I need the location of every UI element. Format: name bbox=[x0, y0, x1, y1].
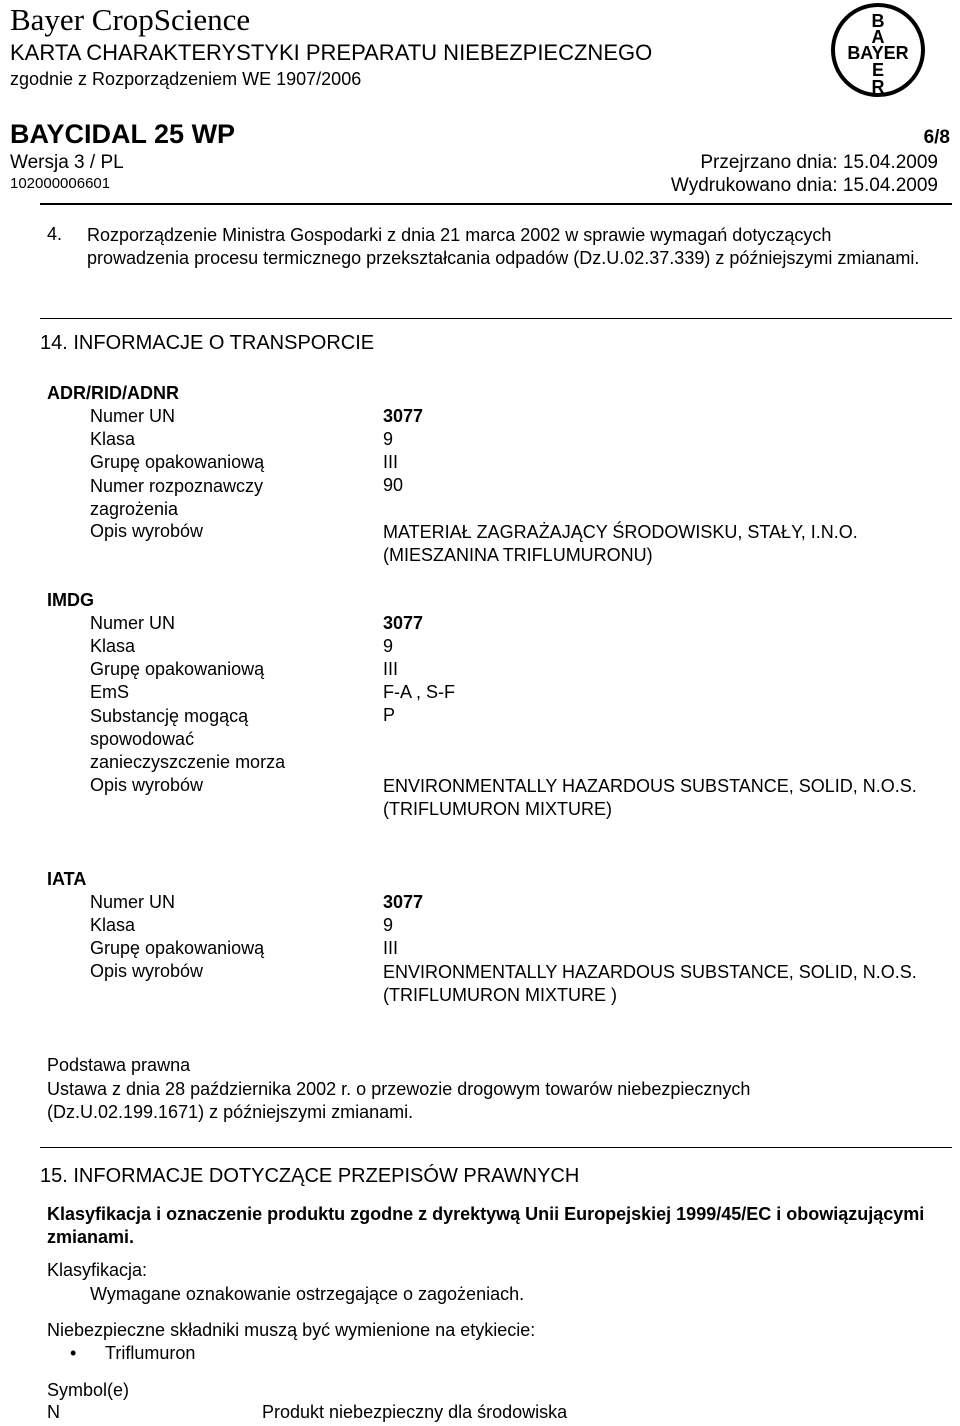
header-divider bbox=[40, 203, 952, 205]
printed-date: Wydrukowano dnia: 15.04.2009 bbox=[670, 175, 938, 196]
iata-class-label: Klasa bbox=[90, 915, 136, 935]
iata-packing-label: Grupę opakowaniową bbox=[90, 938, 265, 958]
list-number: 4. bbox=[47, 224, 63, 244]
iata-un-value: 3077 bbox=[383, 892, 424, 912]
section-15-title: 15. INFORMACJE DOTYCZĄCE PRZEPISÓW PRAWNYCH bbox=[40, 1165, 580, 1187]
version-label: Wersja 3 / PL bbox=[10, 152, 124, 173]
adr-un-value: 3077 bbox=[383, 406, 424, 426]
adr-description-label: Opis wyrobów bbox=[90, 521, 204, 541]
section-divider bbox=[40, 1147, 952, 1148]
logo-letter-b: B bbox=[871, 11, 885, 31]
imdg-packing-value: III bbox=[383, 659, 399, 679]
imdg-marine-pollutant-value: P bbox=[383, 705, 396, 725]
legal-basis-text: Ustawa z dnia 28 października 2002 r. o przewozie drogowym towarów niebezpiecznych (Dz.U.02.199.1671) z późniejszymi zmianami. bbox=[47, 1079, 751, 1122]
imdg-ems-value: F-A , S-F bbox=[383, 682, 455, 702]
company-name: Bayer CropScience bbox=[10, 2, 251, 37]
hazardous-components-label: Niebezpieczne składniki muszą być wymienione na etykiecie: bbox=[47, 1320, 536, 1340]
iata-description-value: ENVIRONMENTALLY HAZARDOUS SUBSTANCE, SOLID, N.O.S. (TRIFLUMURON MIXTURE ) bbox=[383, 962, 917, 1005]
imdg-description-value: ENVIRONMENTALLY HAZARDOUS SUBSTANCE, SOLID, N.O.S. (TRIFLUMURON MIXTURE) bbox=[383, 776, 917, 819]
iata-description-label: Opis wyrobów bbox=[90, 961, 204, 981]
imdg-packing-label: Grupę opakowaniową bbox=[90, 659, 265, 679]
logo-letter-e: E bbox=[871, 60, 885, 80]
adr-description-value: MATERIAŁ ZAGRAŻAJĄCY ŚRODOWISKU, STAŁY, I.N.O. (MIESZANINA TRIFLUMURONU) bbox=[383, 522, 858, 565]
bullet-icon: • bbox=[70, 1343, 77, 1363]
symbol-description: Produkt niebezpieczny dla środowiska bbox=[262, 1402, 568, 1422]
section-divider bbox=[40, 318, 952, 319]
adr-packing-label: Grupę opakowaniową bbox=[90, 452, 265, 472]
imdg-ems-label: EmS bbox=[90, 682, 130, 702]
classification-heading: Klasyfikacja i oznaczenie produktu zgodne z dyrektywą Unii Europejskiej 1999/45/EC i obowiązującymi zmianami. bbox=[47, 1204, 925, 1247]
adr-heading: ADR/RID/ADNR bbox=[47, 383, 179, 403]
symbols-label: Symbol(e) bbox=[47, 1380, 130, 1400]
document-type: KARTA CHARAKTERYSTYKI PREPARATU NIEBEZPIECZNEGO bbox=[10, 40, 653, 65]
regulation-line: zgodnie z Rozporządzeniem WE 1907/2006 bbox=[10, 69, 362, 89]
imdg-un-value: 3077 bbox=[383, 613, 424, 633]
symbol-code: N bbox=[47, 1402, 60, 1422]
logo-letter-r: R bbox=[871, 77, 885, 97]
legal-basis-label: Podstawa prawna bbox=[47, 1055, 191, 1075]
hazardous-component-item: Triflumuron bbox=[105, 1343, 196, 1363]
iata-heading: IATA bbox=[47, 869, 87, 889]
adr-hazard-id-label: Numer rozpoznawczy zagrożenia bbox=[90, 476, 264, 519]
regulation-reference: Rozporządzenie Ministra Gospodarki z dnia 21 marca 2002 w sprawie wymagań dotyczących prowadzenia procesu termicznego przekształcania odpadów (Dz.U.02.37.339) z późniejszymi zmianami. bbox=[87, 225, 920, 268]
iata-class-value: 9 bbox=[383, 915, 394, 935]
adr-class-label: Klasa bbox=[90, 429, 136, 449]
imdg-class-label: Klasa bbox=[90, 636, 136, 656]
logo-letter-a: A bbox=[871, 27, 885, 47]
adr-un-label: Numer UN bbox=[90, 406, 176, 426]
document-code: 102000006601 bbox=[10, 175, 111, 192]
page-number: 6/8 bbox=[923, 127, 950, 148]
adr-packing-value: III bbox=[383, 452, 399, 472]
reviewed-date: Przejrzano dnia: 15.04.2009 bbox=[700, 152, 938, 173]
imdg-heading: IMDG bbox=[47, 590, 94, 610]
bayer-logo bbox=[829, 0, 927, 100]
iata-un-label: Numer UN bbox=[90, 892, 176, 912]
classification-text: Wymagane oznakowanie ostrzegające o zagożeniach. bbox=[90, 1284, 525, 1304]
imdg-un-label: Numer UN bbox=[90, 613, 176, 633]
section-14-title: 14. INFORMACJE O TRANSPORCIE bbox=[40, 332, 375, 354]
imdg-class-value: 9 bbox=[383, 636, 394, 656]
logo-word: BAYER bbox=[847, 43, 909, 63]
product-name: BAYCIDAL 25 WP bbox=[10, 119, 236, 149]
iata-packing-value: III bbox=[383, 938, 399, 958]
imdg-marine-pollutant-label: Substancję mogącą spowodować zanieczyszczenie morza bbox=[90, 706, 286, 772]
adr-class-value: 9 bbox=[383, 429, 394, 449]
classification-label: Klasyfikacja: bbox=[47, 1260, 148, 1280]
adr-hazard-id-value: 90 bbox=[383, 475, 404, 495]
imdg-description-label: Opis wyrobów bbox=[90, 775, 204, 795]
